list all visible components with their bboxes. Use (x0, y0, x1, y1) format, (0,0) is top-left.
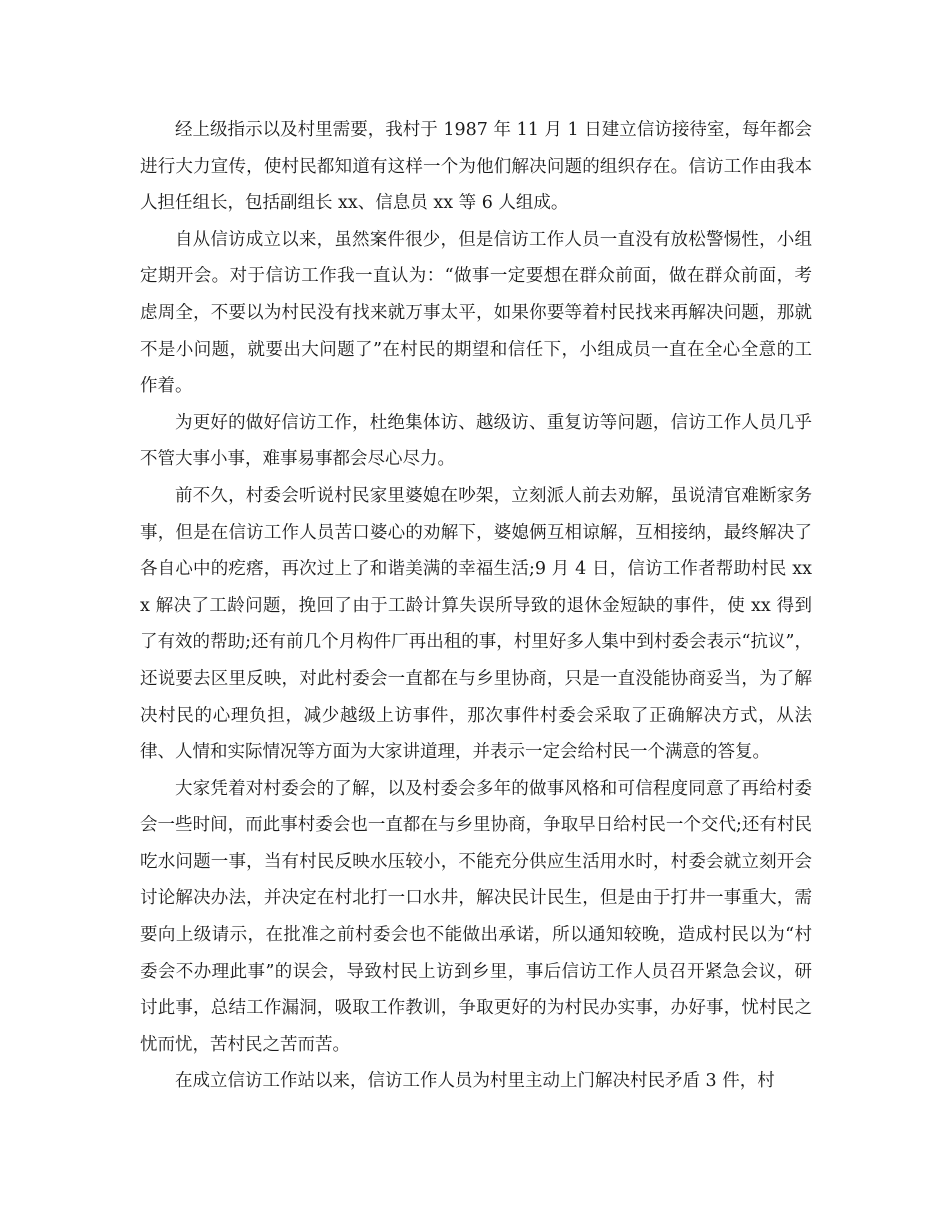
paragraph-6: 在成立信访工作站以来，信访工作人员为村里主动上门解决村民矛盾 3 件，村 (175, 1071, 775, 1092)
paragraph-3: 为更好的做好信访工作，杜绝集体访、越级访、重复访等问题，信访工作人员几乎不管大事小事，难事易事都会尽心尽力。 (140, 412, 812, 470)
paragraph-4: 前不久，村委会听说村民家里婆媳在吵架，立刻派人前去劝解，虽说清官难断家务事，但是在信访工作人员苦口婆心的劝解下，婆媳俩互相谅解，互相接纳，最终解决了各自心中的疙瘩，再次过上了和谐美满的幸福生活;9 月 4 日，信访工作者帮助村民 xxx 解决了工龄问题，挽回了由于工龄计算失误所导致的退休金短缺的事件，使 xx 得到了有效的帮助;还有前几个月构件厂再出租的事，村里好多人集中到村委会表示“抗议”，还说要去区里反映，对此村委会一直都在与乡里协商，只是一直没能协商妥当，为了解决村民的心理负担，减少越级上访事件，那次事件村委会采取了正确解决方式，从法律、人情和实际情况等方面为大家讲道理，并表示一定会给村民一个满意的答复。 (140, 485, 812, 763)
paragraph-5: 大家凭着对村委会的了解，以及村委会多年的做事风格和可信程度同意了再给村委会一些时间，而此事村委会也一直都在与乡里协商，争取早日给村民一个交代;还有村民吃水问题一事，当有村民反映水压较小，不能充分供应生活用水时，村委会就立刻开会讨论解决办法，并决定在村北打一口水井，解决民计民生，但是由于打井一事重大，需要向上级请示，在批准之前村委会也不能做出承诺，所以通知较晚，造成村民以为“村委会不办理此事”的误会，导致村民上访到乡里，事后信访工作人员召开紧急会议，研讨此事，总结工作漏洞，吸取工作教训，争取更好的为村民办实事，办好事，忧村民之忧而忧，苦村民之苦而苦。 (140, 778, 812, 1055)
paragraph-1: 经上级指示以及村里需要，我村于 1987 年 11 月 1 日建立信访接待室，每年都会进行大力宣传，使村民都知道有这样一个为他们解决问题的组织存在。信访工作由我本人担任组长，包括副组长 xx、信息员 xx 等 6 人组成。 (140, 120, 812, 214)
document-body (140, 112, 812, 1100)
paragraph-2: 自从信访成立以来，虽然案件很少，但是信访工作人员一直没有放松警惕性，小组定期开会。对于信访工作我一直认为：“做事一定要想在群众前面，做在群众前面，考虑周全，不要以为村民没有找来就万事太平，如果你要等着村民找来再解决问题，那就不是小问题，就要出大问题了”在村民的期望和信任下，小组成员一直在全心全意的工作着。 (140, 229, 812, 397)
